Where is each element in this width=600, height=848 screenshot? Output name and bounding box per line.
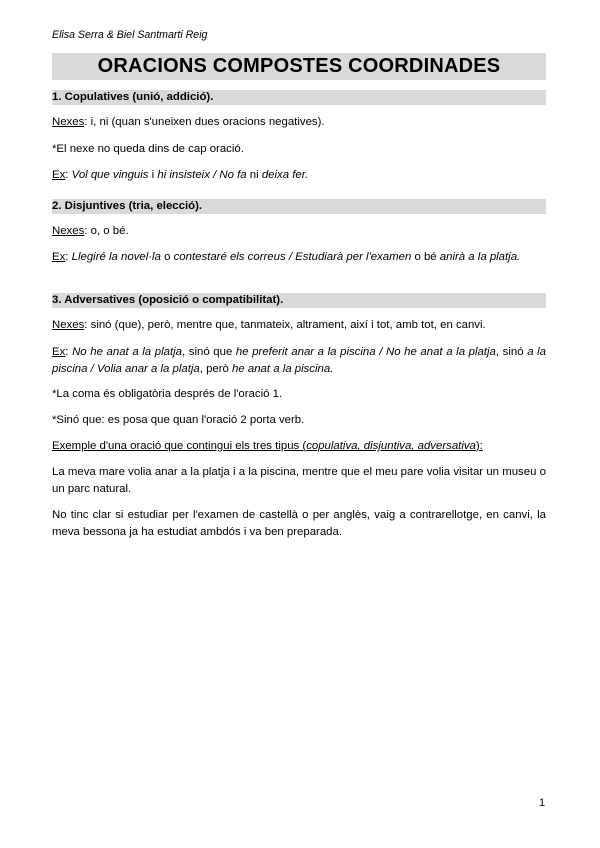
nexes-text: : o, o bé. <box>84 225 129 237</box>
section-heading-text: 1. Copulatives (unió, addició). <box>52 91 214 103</box>
ex-part: contestaré els correus / Estudiarà per l'examen <box>173 251 412 263</box>
ex-part: Vol que vinguis <box>71 169 149 181</box>
page-number: 1 <box>539 797 546 809</box>
note-comma: *La coma és obligatòria després de l'oració 1. <box>52 388 283 400</box>
example-heading-types: copulativa, disjuntiva, adversativa <box>306 440 476 452</box>
example-adversatives <box>52 344 546 378</box>
ex-part: No he anat a la platja <box>72 346 182 358</box>
ex-label: Ex <box>52 346 66 358</box>
example-copulatives <box>52 167 546 184</box>
ex-colon: : <box>65 169 72 181</box>
title-banner <box>52 53 546 80</box>
nexes-label: Nexes <box>52 116 85 128</box>
example-disjuntives <box>52 249 546 266</box>
example-heading-suffix: ): <box>475 440 483 452</box>
ex-nexe: ni <box>246 169 262 181</box>
nexes-text: : i, ni (quan s'uneixen dues oracions negatives). <box>84 116 325 128</box>
nexes-adversatives <box>52 317 546 334</box>
ex-colon: : <box>65 346 73 358</box>
ex-label: Ex <box>52 169 66 181</box>
author-header: Elisa Serra & Biel Santmarti Reig <box>52 29 208 41</box>
ex-part: a la piscina / Volia anar a la platja <box>52 346 547 375</box>
ex-colon: : <box>65 251 72 263</box>
nexes-text: : sinó (que), però, mentre que, tanmateix, altrament, així i tot, amb tot, en canvi. <box>84 319 486 331</box>
ex-label: Ex <box>52 251 66 263</box>
ex-nexe: o bé <box>411 251 440 263</box>
example-heading-prefix: Exemple d'una oració que contingui els tres tipus ( <box>52 440 307 452</box>
section-heading-copulatives <box>52 90 546 105</box>
ex-nexe: o <box>160 251 174 263</box>
ex-part: Llegiré la novel·la <box>71 251 161 263</box>
section-heading-text: 2. Disjuntives (tria, elecció). <box>52 200 203 212</box>
nexes-disjuntives <box>52 223 546 240</box>
ex-nexe: , sinó que <box>182 346 236 358</box>
note-copulatives: *El nexe no queda dins de cap oració. <box>52 143 244 155</box>
ex-nexe: , però <box>199 363 233 375</box>
nexes-copulatives <box>52 114 546 131</box>
nexes-label: Nexes <box>52 319 85 331</box>
ex-part: he preferit anar a la piscina / No he anat a la platja <box>235 346 496 358</box>
section-heading-adversatives <box>52 293 546 308</box>
example-paragraph-2: No tinc clar si estudiar per l'examen de castellà o per anglès, vaig a contrarellotge, en canvi, la meva bessona ja ha estudiat ambdós i va ben preparada. <box>52 509 546 538</box>
ex-nexe: i <box>148 169 158 181</box>
example-paragraph-1: La meva mare volia anar a la platja i a la piscina, mentre que el meu pare volia visitar un museu o un parc natural. <box>52 466 546 495</box>
ex-part: he anat a la piscina. <box>232 363 334 375</box>
ex-part: hi insisteix / No fa <box>157 169 247 181</box>
ex-part: deixa fer. <box>261 169 309 181</box>
section-heading-text: 3. Adversatives (oposició o compatibilitat). <box>52 294 284 306</box>
ex-nexe: , sinó <box>495 346 528 358</box>
ex-part: anirà a la platja. <box>439 251 521 263</box>
example-heading <box>52 438 546 455</box>
section-heading-disjuntives <box>52 199 546 214</box>
note-sino-que: *Sinó que: es posa que quan l'oració 2 porta verb. <box>52 414 305 426</box>
nexes-label: Nexes <box>52 225 85 237</box>
page-title: ORACIONS COMPOSTES COORDINADES <box>97 55 501 77</box>
